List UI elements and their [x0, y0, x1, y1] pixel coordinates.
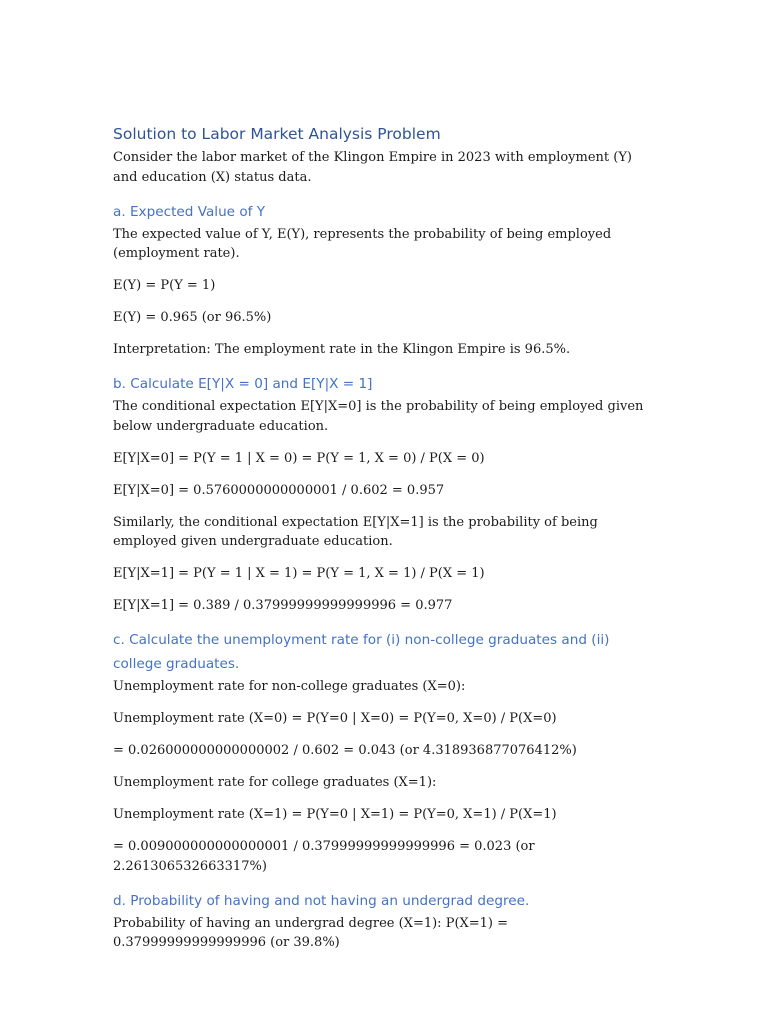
section-c-equation-1: Unemployment rate (X=0) = P(Y=0 | X=0) = P(Y=0, X=0) / P(X=0) [113, 711, 557, 726]
section-d-heading: d. Probability of having and not having an undergrad degree. [113, 892, 530, 909]
section-a-heading: a. Expected Value of Y [113, 203, 266, 220]
section-c-paragraph-1: Unemployment rate for non-college graduates (X=0): [113, 679, 466, 694]
section-a-paragraph-1: The expected value of Y, E(Y), represents the probability of being employed (employment rate). [113, 226, 612, 261]
section-b-equation-1: E[Y|X=0] = P(Y = 1 | X = 0) = P(Y = 1, X = 0) / P(X = 0) [113, 450, 485, 466]
section-b-equation-3: E[Y|X=1] = P(Y = 1 | X = 1) = P(Y = 1, X = 1) / P(X = 1) [113, 566, 485, 581]
section-b-equation-2: E[Y|X=0] = 0.5760000000000001 / 0.602 = 0.957 [113, 482, 445, 498]
section-c-equation-2: = 0.026000000000000002 / 0.602 = 0.043 (or 4.318936877076412%) [113, 743, 577, 758]
section-b-paragraph-2: Similarly, the conditional expectation E[Y|X=1] is the probability of being employed given undergraduate education. [113, 514, 598, 549]
section-c-heading: c. Calculate the unemployment rate for (i) non-college graduates and (ii) college graduates. [113, 632, 610, 672]
section-d-paragraph-1: Probability of having an undergrad degree (X=1): P(X=1) = 0.37999999999999996 (or 39.8%) [113, 915, 509, 950]
section-b-paragraph-1: The conditional expectation E[Y|X=0] is the probability of being employed given below undergraduate education. [113, 399, 644, 434]
intro-paragraph: Consider the labor market of the Klingon Empire in 2023 with employment (Y) and education (X) status data. [113, 150, 633, 185]
section-b-equation-4: E[Y|X=1] = 0.389 / 0.37999999999999996 = 0.977 [113, 598, 453, 613]
document-page [113, 122, 653, 953]
section-c-equation-4: = 0.009000000000000001 / 0.37999999999999996 = 0.023 (or 2.261306532663317%) [113, 839, 535, 874]
section-c-equation-3: Unemployment rate (X=1) = P(Y=0 | X=1) = P(Y=0, X=1) / P(X=1) [113, 807, 557, 822]
section-a-interpretation: Interpretation: The employment rate in the Klingon Empire is 96.5%. [113, 342, 571, 357]
section-a-equation-1: E(Y) = P(Y = 1) [113, 278, 216, 293]
document-title: Solution to Labor Market Analysis Problem [113, 125, 441, 143]
section-a-equation-2: E(Y) = 0.965 (or 96.5%) [113, 310, 272, 325]
section-b-heading: b. Calculate E[Y|X = 0] and E[Y|X = 1] [113, 376, 373, 392]
section-c-paragraph-2: Unemployment rate for college graduates (X=1): [113, 775, 437, 790]
